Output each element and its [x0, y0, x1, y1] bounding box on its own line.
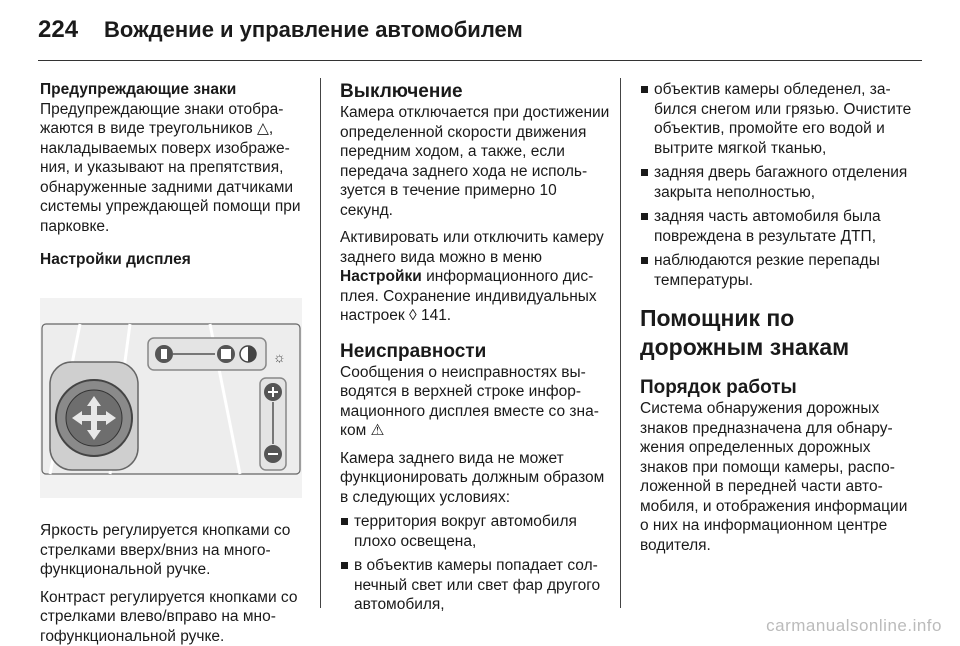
paragraph-warning-signs: Предупреждающие знаки отображаются в виде треугольников △, накладываемых поверх изображения, и указывают на препятствия, обнаруженные задними датчиками системы упреждающей помощи при парковке. — [40, 100, 308, 237]
paragraph-cannot-function: Камера заднего вида не может функционировать должным образом в следующих условиях: — [340, 449, 612, 508]
menu-settings-label: Настройки — [340, 268, 422, 285]
column-left — [40, 80, 308, 646]
paragraph-brightness: Яркость регулируется кнопками со стрелками вверх/вниз на многофункциональной ручке. — [40, 521, 308, 580]
watermark: carmanualsonline.info — [766, 616, 942, 636]
heading-faults: Неисправности — [340, 340, 612, 363]
list-item: задняя дверь багажного отделения закрыта неполностью, — [640, 163, 920, 202]
page-header — [38, 10, 523, 50]
display-settings-illustration — [40, 298, 302, 498]
column-middle — [340, 80, 612, 615]
heading-traffic-sign-assistant: Помощник по дорожным знакам — [640, 304, 920, 362]
list-item: задняя часть автомобиля была повреждена в результате ДТП, — [640, 207, 920, 246]
chapter-title: Вождение и управление автомобилем — [104, 17, 523, 43]
page-reference: ◊ 141. — [409, 307, 451, 324]
header-rule — [38, 60, 922, 61]
sun-icon: ☼ — [273, 349, 286, 365]
column-divider — [320, 78, 321, 608]
list-item: в объектив камеры попадает солнечный свет или свет фар другого автомобиля, — [340, 556, 612, 615]
column-right — [640, 80, 920, 555]
list-item: объектив камеры обледенел, забился снегом или грязью. Очистите объектив, промойте его водой и вытрите мягкой тканью, — [640, 80, 920, 158]
column-divider — [620, 78, 621, 608]
paragraph-operation: Система обнаружения дорожных знаков предназначена для обнаружения определенных дорожных знаков при помощи камеры, расположенной в передней части автомобиля, и отображения информации о них на информационном центре водителя. — [640, 399, 920, 555]
list-item: территория вокруг автомобиля плохо освещена, — [340, 512, 612, 551]
heading-switch-off: Выключение — [340, 80, 612, 103]
heading-operation: Порядок работы — [640, 376, 920, 399]
page-number: 224 — [38, 16, 78, 44]
paragraph-activate: Активировать или отключить камеру заднего вида можно в меню Настройки информационного дисплея. Сохранение индивидуальных настроек ◊ 141. — [340, 228, 612, 326]
paragraph-switch-off: Камера отключается при достижении определенной скорости движения передним ходом, а также, если передача заднего хода не используется в течение примерно 10 секунд. — [340, 103, 612, 220]
heading-warning-signs: Предупреждающие знаки — [40, 80, 308, 100]
paragraph-contrast: Контраст регулируется кнопками со стрелками влево/вправо на многофункциональной ручке. — [40, 588, 308, 646]
list-item: наблюдаются резкие перепады температуры. — [640, 251, 920, 290]
heading-display-settings: Настройки дисплея — [40, 250, 308, 270]
paragraph-faults: Сообщения о неисправностях выводятся в верхней строке информационного дисплея вместе со знаком ⚠ — [340, 363, 612, 441]
